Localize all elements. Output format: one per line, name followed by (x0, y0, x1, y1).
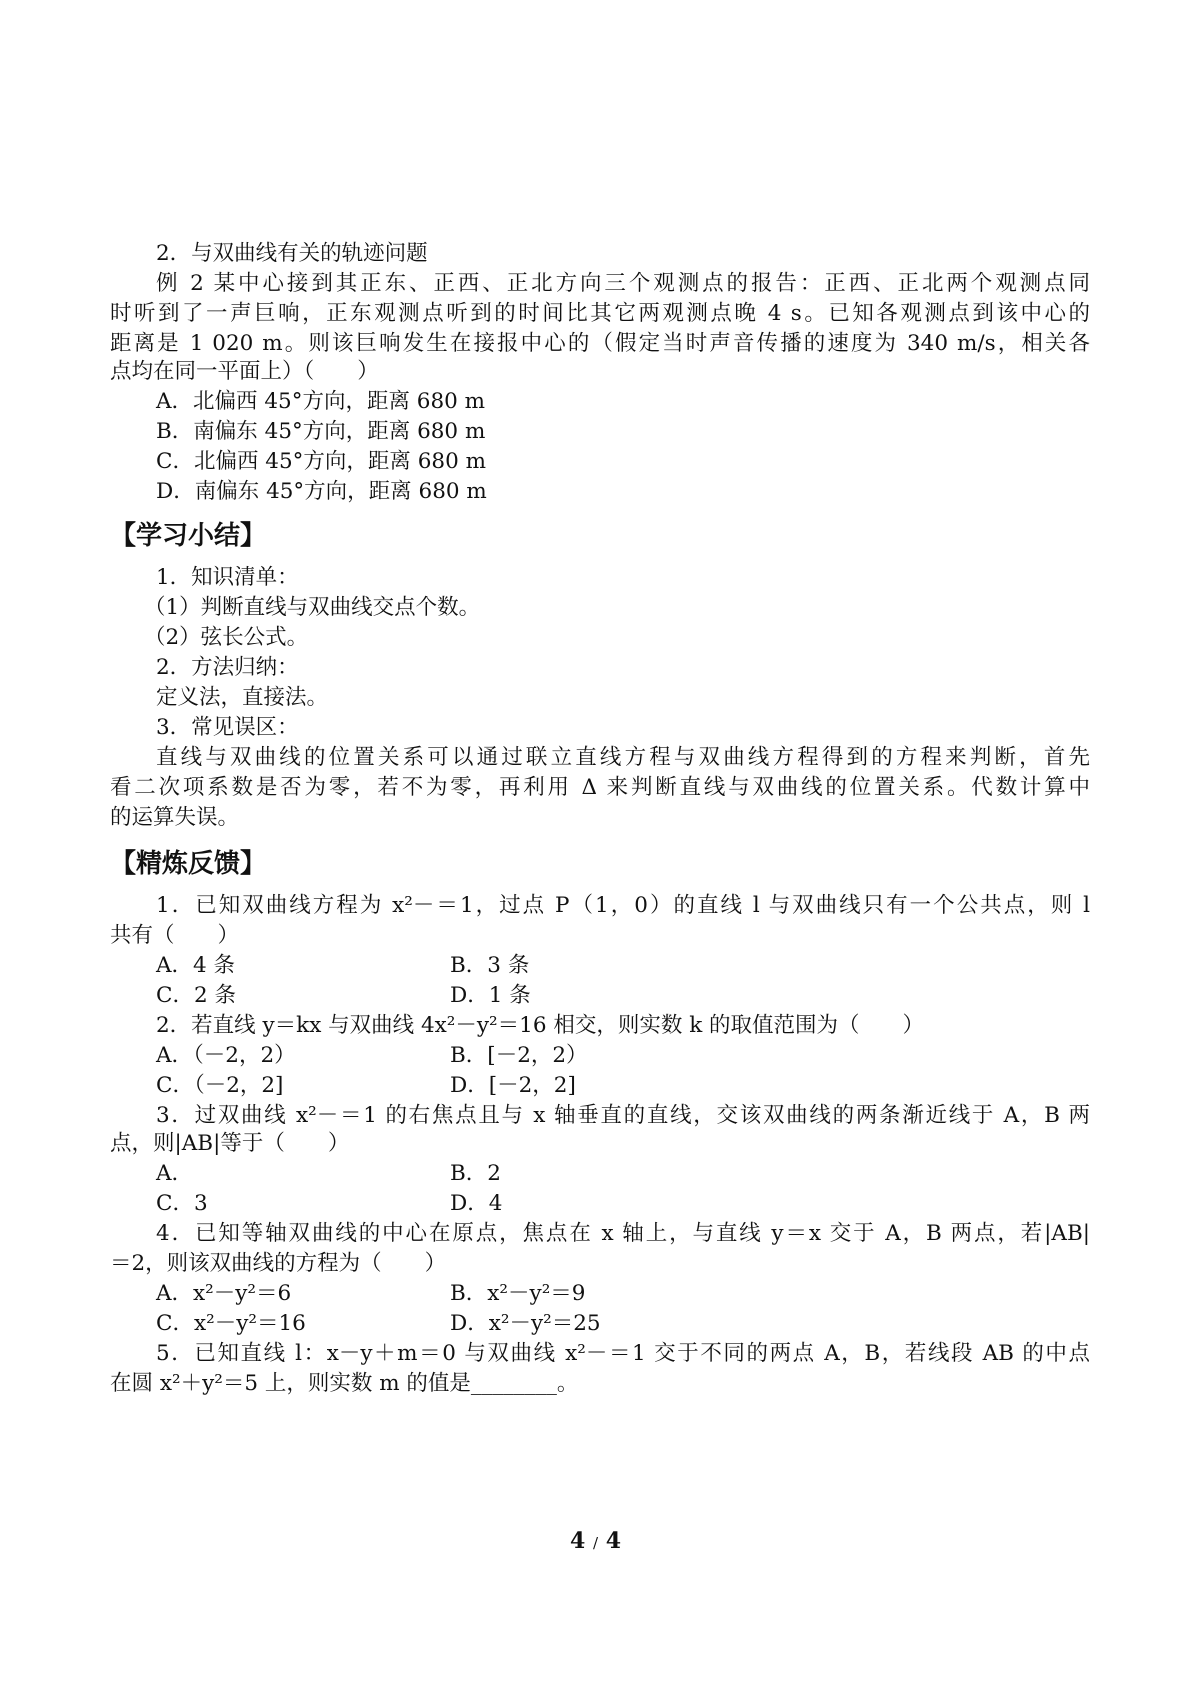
q1-option-c: C．2 条 (156, 983, 236, 1008)
q1-line-2: 共有（ ） (110, 923, 240, 948)
q3-option-a: A． (156, 1161, 194, 1186)
q1-line-1: 1．已知双曲线方程为 x²－＝1，过点 P（1，0）的直线 l 与双曲线只有一个公共点，则 l (156, 893, 1090, 918)
q4-option-b: B．x²－y²＝9 (450, 1281, 586, 1306)
q1-option-b: B．3 条 (450, 953, 530, 978)
example-2-option-c: C．北偏西 45°方向，距离 680 m (156, 449, 486, 474)
summary-item-3: （2）弦长公式。 (144, 625, 309, 650)
pitfall-line-3: 的运算失误。 (110, 805, 240, 830)
q3-line-1: 3．过双曲线 x²－＝1 的右焦点且与 x 轴垂直的直线，交该双曲线的两条渐近线于 A，B 两 (156, 1103, 1091, 1128)
q1-option-a: A．4 条 (156, 953, 236, 978)
q4-line-2: ＝2，则该双曲线的方程为（ ） (110, 1251, 447, 1276)
q2-option-d: D．[－2，2] (450, 1073, 576, 1098)
summary-heading: 【学习小结】 (110, 521, 267, 551)
example-2-option-d: D．南偏东 45°方向，距离 680 m (156, 479, 487, 504)
example-2-line-1: 例 2 某中心接到其正东、正西、正北方向三个观测点的报告：正西、正北两个观测点同 (156, 271, 1090, 296)
q5-line-2: 在圆 x²＋y²＝5 上，则实数 m 的值是________。 (110, 1371, 579, 1396)
page-current: 4 (569, 1528, 586, 1554)
section-2-title: 2．与双曲线有关的轨迹问题 (156, 241, 428, 266)
q5-line-1: 5．已知直线 l：x－y＋m＝0 与双曲线 x²－＝1 交于不同的两点 A，B，若线段 AB 的中点 (156, 1341, 1090, 1366)
q4-option-c: C．x²－y²＝16 (156, 1311, 306, 1336)
q2-line-1: 2．若直线 y＝kx 与双曲线 4x²－y²＝16 相交，则实数 k 的取值范围为（ ） (156, 1013, 925, 1038)
q4-option-d: D．x²－y²＝25 (450, 1311, 601, 1336)
practice-heading: 【精炼反馈】 (110, 849, 267, 879)
summary-item-4: 2．方法归纳： (156, 655, 299, 680)
q2-option-b: B．[－2，2） (450, 1043, 588, 1068)
summary-item-2: （1）判断直线与双曲线交点个数。 (144, 595, 481, 620)
example-2-option-b: B．南偏东 45°方向，距离 680 m (156, 419, 486, 444)
q4-line-1: 4．已知等轴双曲线的中心在原点，焦点在 x 轴上，与直线 y＝x 交于 A，B 两点，若|AB| (156, 1221, 1090, 1246)
summary-item-1: 1．知识清单： (156, 565, 299, 590)
example-2-line-2: 时听到了一声巨响，正东观测点听到的时间比其它两观测点晚 4 s。已知各观测点到该中心的 (110, 301, 1090, 326)
q1-option-d: D．1 条 (450, 983, 531, 1008)
q4-option-a: A．x²－y²＝6 (156, 1281, 292, 1306)
q3-option-c: C．3 (156, 1191, 208, 1216)
example-2-option-a: A．北偏西 45°方向，距离 680 m (156, 389, 486, 414)
pitfall-line-2: 看二次项系数是否为零，若不为零，再利用 Δ 来判断直线与双曲线的位置关系。代数计算中 (110, 775, 1090, 800)
example-2-line-3: 距离是 1 020 m。则该巨响发生在接报中心的（假定当时声音传播的速度为 340 m/s，相关各 (110, 331, 1090, 356)
example-2-line-4: 点均在同一平面上）（ ） (110, 359, 379, 384)
q3-line-2: 点，则|AB|等于（ ） (110, 1131, 350, 1156)
q3-option-d: D．4 (450, 1191, 503, 1216)
page-number (0, 1528, 1191, 1554)
summary-item-6: 3．常见误区： (156, 715, 299, 740)
page-separator: / (592, 1534, 599, 1552)
q2-option-a: A．（－2，2） (156, 1043, 296, 1068)
pitfall-line-1: 直线与双曲线的位置关系可以通过联立直线方程与双曲线方程得到的方程来判断，首先 (156, 745, 1090, 770)
q3-option-b: B．2 (450, 1161, 501, 1186)
q2-option-c: C．（－2，2] (156, 1073, 284, 1098)
page-total: 4 (605, 1528, 622, 1554)
summary-item-5: 定义法，直接法。 (156, 685, 329, 710)
